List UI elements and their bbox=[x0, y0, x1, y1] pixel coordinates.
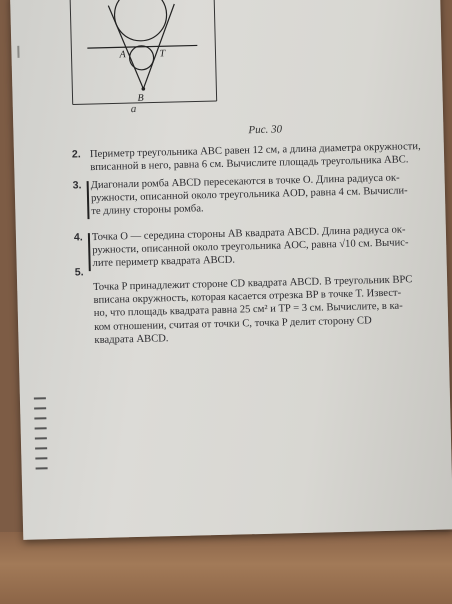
label-t: T bbox=[159, 48, 166, 60]
problem-2-text: Периметр треугольника ABC равен 12 см, а длина диаметра окружности, вписанной в него, равна 6 см. Вычислите площадь треугольника ABC. bbox=[89, 141, 421, 174]
problem-5-text: Точка P принадлежит стороне CD квадрата ABCD. В треугольник BPC вписана окружность, которая касается отрезка BP в точке T. Извест- но, что площадь квадрата равна 25 см² и TP = 3 см. Вычислите, в ка- ком отношении, считая от точки C, точка P делит сторону CD квадрата ABCD. bbox=[93, 274, 413, 346]
problem-5-number: 5. bbox=[74, 266, 84, 279]
problem-4-text: Точка O — середина стороны AB квадрата ABCD. Длина радиуса ок- ружности, описанной около треугольника AOC, равна √10 см. Вычис- лите периметр квадрата ABCD. bbox=[91, 224, 409, 270]
figure-frame-right bbox=[214, 0, 217, 101]
figure-frame-bottom bbox=[73, 101, 217, 105]
small-circle bbox=[129, 46, 154, 71]
figure-title: Рис. 30 bbox=[248, 123, 283, 137]
problem-3-number: 3. bbox=[72, 179, 82, 192]
table-surface bbox=[0, 532, 452, 604]
label-b: B bbox=[137, 92, 144, 104]
margin-mark bbox=[17, 46, 19, 58]
figure-drawing bbox=[68, 0, 219, 119]
problem-4-margin-bar bbox=[88, 233, 91, 271]
problem-3-text: Диагонали ромба ABCD пересекаются в точке O. Длина радиуса ок- ружности, описанной около треугольника AOD, равна 4 см. Вычисли- те длину стороны ромба. bbox=[90, 172, 408, 218]
problem-4-number: 4. bbox=[73, 231, 83, 244]
problem-2-number: 2. bbox=[71, 148, 81, 161]
figure-caption: а bbox=[130, 102, 137, 116]
point-b bbox=[142, 87, 146, 91]
binding-marks bbox=[34, 393, 50, 473]
geometry-figure bbox=[68, 0, 219, 119]
problem-3-margin-bar bbox=[87, 181, 90, 219]
figure-frame-left bbox=[70, 0, 73, 105]
label-a: A bbox=[119, 49, 126, 61]
textbook-page bbox=[10, 0, 452, 540]
large-circle bbox=[114, 0, 167, 41]
